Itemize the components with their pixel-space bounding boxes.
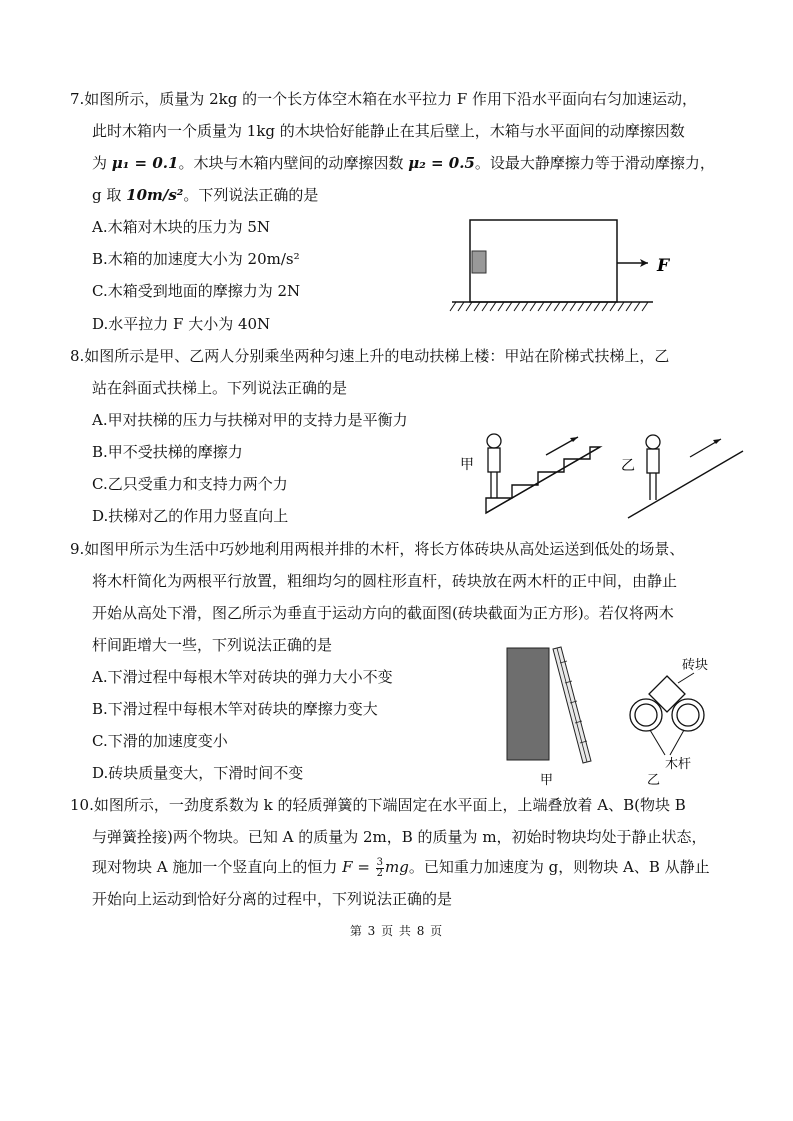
q7-option-d[interactable]: D.水平拉力 F 大小为 40N [92, 315, 271, 333]
q7-option-b[interactable]: B.木箱的加速度大小为 20m/s² [92, 250, 300, 268]
q10-text: 现对物块 A 施加一个竖直向上的恒力 [92, 858, 343, 876]
label-jia: 甲 [540, 773, 554, 788]
label-jia: 甲 [460, 457, 474, 473]
person-jia-icon [487, 434, 501, 498]
q9-figure-poles [500, 643, 730, 793]
person-yi-icon [646, 435, 660, 500]
q8-stem-line1: 8.如图所示是甲、乙两人分别乘坐两种匀速上升的电动扶梯上楼：甲站在阶梯式扶梯上，乙 [70, 347, 670, 365]
q7-text: g 取 [92, 186, 127, 204]
q7-text: 。下列说法正确的是 [183, 186, 319, 204]
brick-pointer [678, 673, 694, 683]
ground-hatch [450, 302, 648, 311]
q7-mu2: μ₂ = 0.5 [408, 154, 475, 172]
pole-pointer-left [650, 730, 665, 755]
q7-figure-box [448, 215, 688, 315]
force-label: F [657, 256, 670, 276]
q10-stem-line3 [92, 856, 710, 879]
slope-escalator [628, 451, 743, 518]
q10-force-symbol: F = [342, 858, 375, 876]
q7-stem-line4 [92, 184, 318, 206]
q9-option-b[interactable]: B.下滑过程中每根木竿对砖块的摩擦力变大 [92, 700, 378, 718]
q7-stem-line2: 此时木箱内一个质量为 1kg 的木块恰好能静止在其后壁上，木箱与水平面间的动摩擦因数 [92, 122, 685, 140]
q8-stem-line2: 站在斜面式扶梯上。下列说法正确的是 [92, 379, 348, 397]
leaning-poles [553, 647, 591, 763]
q8-option-b[interactable]: B.甲不受扶梯的摩擦力 [92, 443, 243, 461]
q7-option-a[interactable]: A.木箱对木块的压力为 5N [92, 218, 271, 236]
q10-stem-line2: 与弹簧拴接)两个物块。已知 A 的质量为 2m，B 的质量为 m，初始时物块均处于静止状态， [92, 828, 707, 846]
q9-stem-line3: 开始从高处下滑，图乙所示为垂直于运动方向的截面图(砖块截面为正方形)。若仅将两木 [92, 604, 674, 622]
q7-stem-line3 [92, 152, 715, 174]
q9-stem-line2: 将木杆简化为两根平行放置，粗细均匀的圆柱形直杆，砖块放在两木杆的正中间，由静止 [92, 572, 678, 590]
q10-stem-line4: 开始向上运动到恰好分离的过程中，下列说法正确的是 [92, 890, 453, 908]
q7-g-value: 10m/s² [126, 186, 184, 204]
label-pole: 木杆 [665, 757, 692, 772]
q7-stem-line1: 7.如图所示，质量为 2kg 的一个长方体空木箱在水平拉力 F 作用下沿水平面向右匀加速运动， [70, 90, 698, 108]
q8-option-d[interactable]: D.扶梯对乙的作用力竖直向上 [92, 507, 289, 525]
q8-figure-escalators [458, 425, 750, 525]
q10-stem-line1: 10.如图所示，一劲度系数为 k 的轻质弹簧的下端固定在水平面上，上端叠放着 A、B(物块 B [70, 796, 686, 814]
label-yi: 乙 [621, 458, 635, 474]
q9-option-c[interactable]: C.下滑的加速度变小 [92, 732, 228, 750]
cross-section [630, 676, 704, 731]
q9-stem-line4: 杆间距增大一些，下列说法正确的是 [92, 636, 333, 654]
page-footer: 第 3 页 共 8 页 [349, 924, 444, 938]
wall-block [507, 648, 549, 760]
q7-mu1: μ₁ = 0.1 [111, 154, 179, 172]
fraction-denominator: 2 [376, 867, 384, 879]
q7-text: 为 [92, 154, 112, 172]
q7-option-c[interactable]: C.木箱受到地面的摩擦力为 2N [92, 282, 301, 300]
wood-block [472, 251, 486, 273]
q7-text: 。设最大静摩擦力等于滑动摩擦力， [474, 154, 715, 172]
pole-pointer-right [670, 730, 684, 755]
q9-option-a[interactable]: A.下滑过程中每根木竿对砖块的弹力大小不变 [92, 668, 393, 686]
q10-fraction [376, 858, 384, 879]
label-brick: 砖块 [682, 658, 709, 673]
q10-text: 。已知重力加速度为 g，则物块 A、B 从静止 [408, 858, 710, 876]
q7-text: 。木块与木箱内壁间的动摩擦因数 [178, 154, 409, 172]
q9-stem-line1: 9.如图甲所示为生活中巧妙地利用两根并排的木杆，将长方体砖块从高处运送到低处的场景、 [70, 540, 685, 558]
q9-option-d[interactable]: D.砖块质量变大，下滑时间不变 [92, 764, 304, 782]
q8-option-a[interactable]: A.甲对扶梯的压力与扶梯对甲的支持力是平衡力 [92, 411, 408, 429]
q8-option-c[interactable]: C.乙只受重力和支持力两个力 [92, 475, 288, 493]
q10-mg: mg [385, 858, 409, 876]
box-outline [470, 220, 617, 302]
fraction-numerator: 3 [376, 856, 384, 868]
label-yi: 乙 [647, 773, 661, 788]
